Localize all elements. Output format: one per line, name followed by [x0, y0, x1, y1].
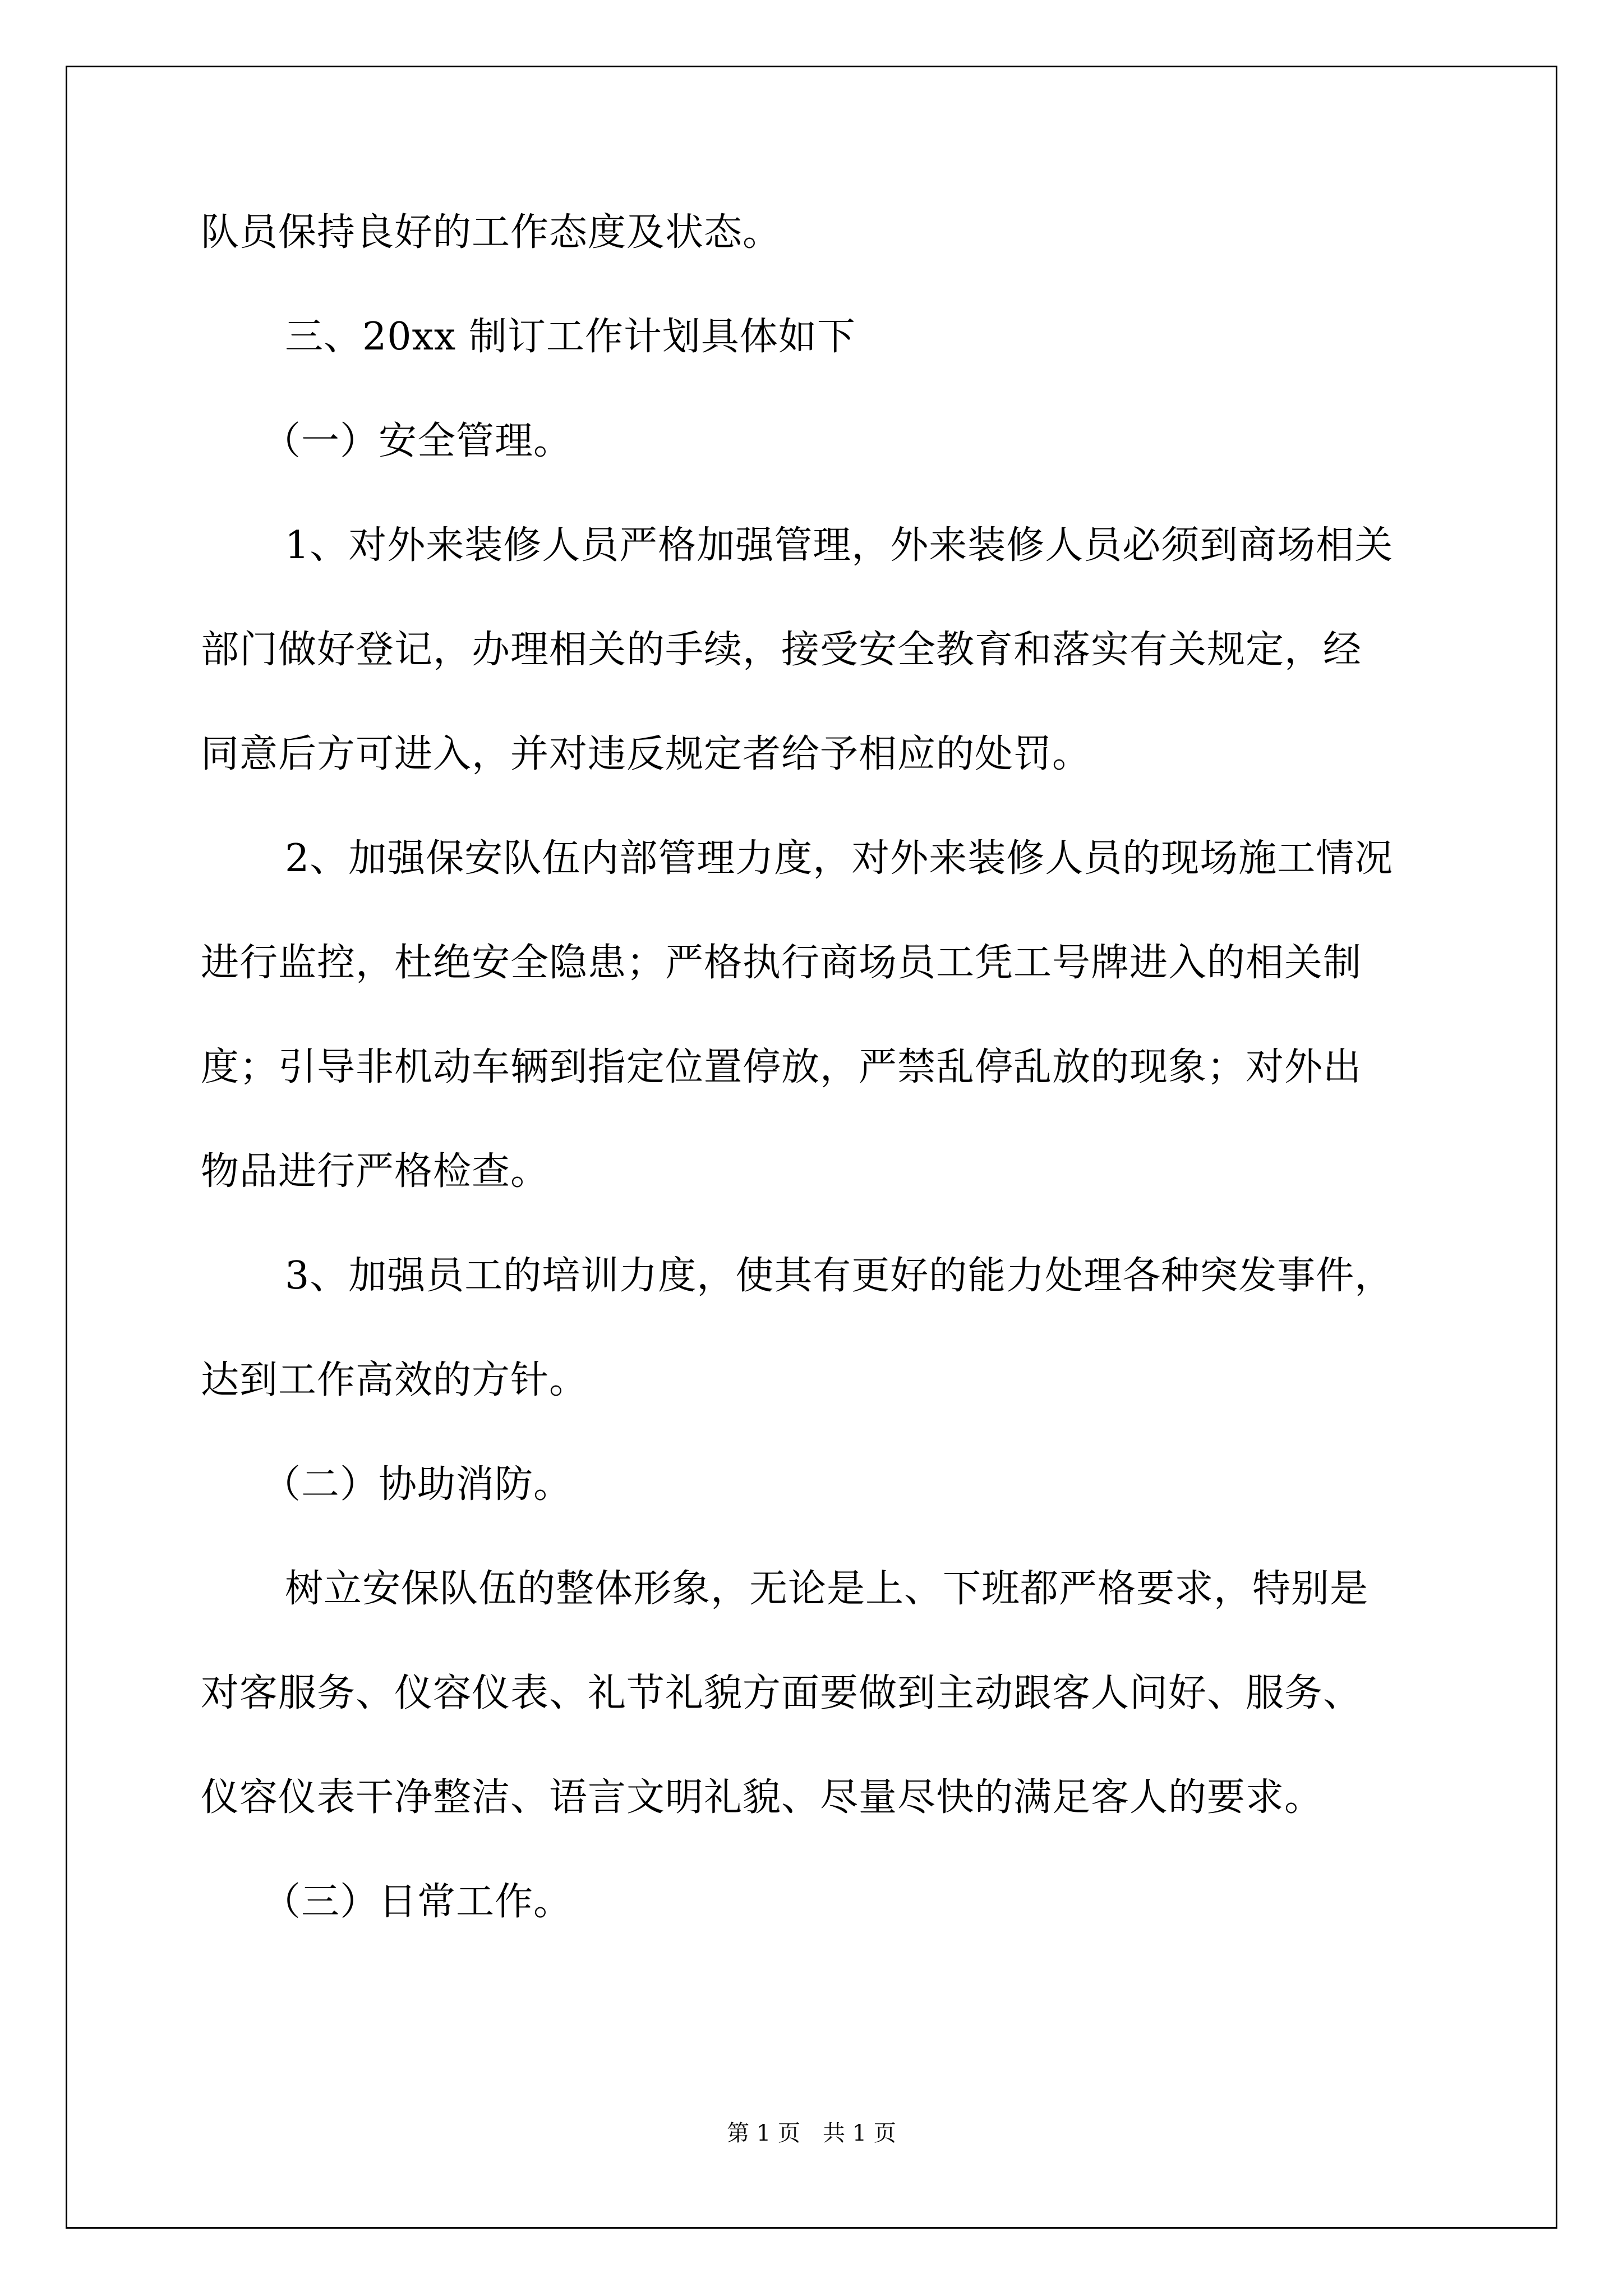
text-line: 树立安保队伍的整体形象，无论是上、下班都严格要求，特别是 [285, 1567, 1369, 1611]
subsection-heading: （一）安全管理。 [262, 419, 573, 463]
subsection-heading: （二）协助消防。 [262, 1462, 573, 1507]
text-line: 部门做好登记，办理相关的手续，接受安全教育和落实有关规定，经 [201, 628, 1362, 672]
page-footer: 第 1 页 共 1 页 [727, 2120, 896, 2146]
text-line: 2、加强保安队伍内部管理力度，对外来装修人员的现场施工情况 [285, 836, 1394, 881]
text-line: 对客服务、仪容仪表、礼节礼貌方面要做到主动跟客人问好、服务、 [201, 1671, 1362, 1715]
text-line: 度；引导非机动车辆到指定位置停放，严禁乱停乱放的现象；对外出 [201, 1045, 1362, 1089]
text-line: 队员保持良好的工作态度及状态。 [201, 210, 782, 255]
text-line: 进行监控，杜绝安全隐患；严格执行商场员工凭工号牌进入的相关制 [201, 941, 1362, 985]
text-line: 达到工作高效的方针。 [201, 1358, 588, 1402]
section-heading: 三、20xx 制订工作计划具体如下 [285, 315, 856, 359]
text-line: 同意后方可进入，并对违反规定者给予相应的处罚。 [201, 732, 1091, 776]
text-line: 3、加强员工的培训力度，使其有更好的能力处理各种突发事件， [285, 1254, 1394, 1298]
text-line: 物品进行严格检查。 [201, 1149, 550, 1194]
text-line: 仪容仪表干净整洁、语言文明礼貌、尽量尽快的满足客人的要求。 [201, 1775, 1324, 1820]
subsection-heading: （三）日常工作。 [262, 1880, 573, 1924]
text-line: 1、对外来装修人员严格加强管理，外来装修人员必须到商场相关 [285, 523, 1394, 568]
